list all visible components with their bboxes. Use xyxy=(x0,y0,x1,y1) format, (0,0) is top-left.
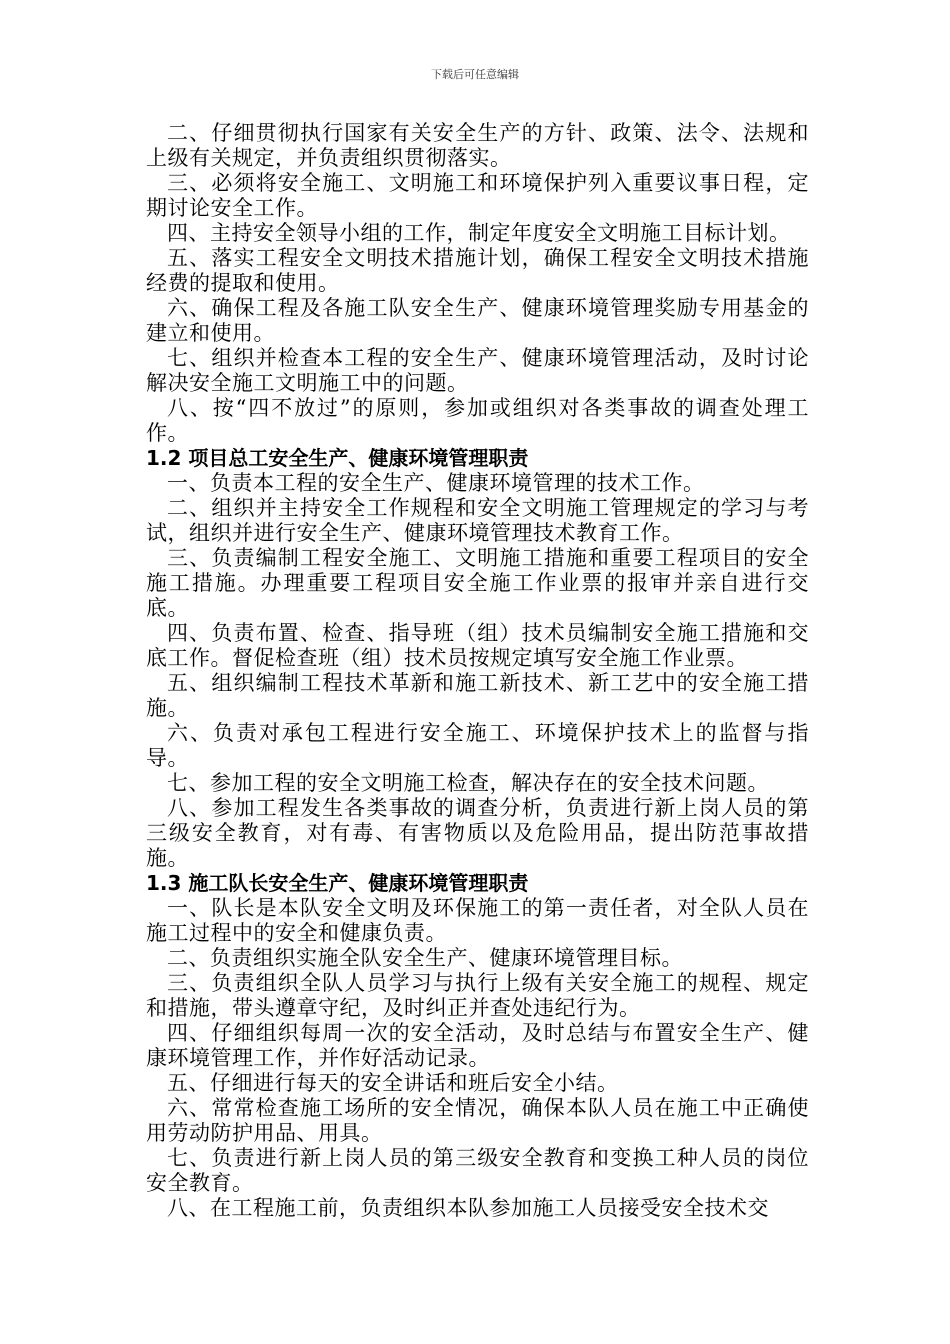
paragraph: 八、按“四不放过”的原则，参加或组织对各类事故的调查处理工作。 xyxy=(146,396,809,445)
paragraph: 四、仔细组织每周一次的安全活动，及时总结与布置安全生产、健康环境管理工作，并作好活动记录。 xyxy=(146,1021,809,1070)
section-heading: 1.2 项目总工安全生产、健康环境管理职责 xyxy=(146,446,529,470)
paragraph: 七、组织并检查本工程的安全生产、健康环境管理活动，及时讨论解决安全施工文明施工中的问题。 xyxy=(146,346,809,395)
paragraph: 七、参加工程的安全文明施工检查，解决存在的安全技术问题。 xyxy=(167,771,769,795)
paragraph: 五、落实工程安全文明技术措施计划，确保工程安全文明技术措施经费的提取和使用。 xyxy=(146,246,809,295)
paragraph: 一、队长是本队安全文明及环保施工的第一责任者，对全队人员在施工过程中的安全和健康负责。 xyxy=(146,896,809,945)
paragraph: 五、组织编制工程技术革新和施工新技术、新工艺中的安全施工措施。 xyxy=(146,671,809,720)
paragraph: 六、负责对承包工程进行安全施工、环境保护技术上的监督与指导。 xyxy=(146,721,809,770)
paragraph: 三、必须将安全施工、文明施工和环境保护列入重要议事日程，定期讨论安全工作。 xyxy=(146,171,809,220)
paragraph: 六、确保工程及各施工队安全生产、健康环境管理奖励专用基金的建立和使用。 xyxy=(146,296,809,345)
paragraph: 三、负责组织全队人员学习与执行上级有关安全施工的规程、规定和措施，带头遵章守纪，及时纠正并查处违纪行为。 xyxy=(146,971,809,1020)
paragraph: 三、负责编制工程安全施工、文明施工措施和重要工程项目的安全施工措施。办理重要工程项目安全施工作业票的报审并亲自进行交底。 xyxy=(146,546,809,620)
paragraph: 八、在工程施工前，负责组织本队参加施工人员接受安全技术交 xyxy=(167,1196,769,1220)
paragraph: 七、负责进行新上岗人员的第三级安全教育和变换工种人员的岗位安全教育。 xyxy=(146,1146,809,1195)
document-body xyxy=(146,121,809,1221)
header-note: 下载后可任意编辑 xyxy=(431,68,519,81)
paragraph: 二、组织并主持安全工作规程和安全文明施工管理规定的学习与考试，组织并进行安全生产、健康环境管理技术教育工作。 xyxy=(146,496,809,545)
paragraph: 五、仔细进行每天的安全讲话和班后安全小结。 xyxy=(167,1071,619,1095)
paragraph: 四、主持安全领导小组的工作，制定年度安全文明施工目标计划。 xyxy=(167,221,791,245)
paragraph: 一、负责本工程的安全生产、健康环境管理的技术工作。 xyxy=(167,471,705,495)
paragraph: 八、参加工程发生各类事故的调查分析，负责进行新上岗人员的第三级安全教育，对有毒、有害物质以及危险用品，提出防范事故措施。 xyxy=(146,796,809,870)
paragraph: 二、仔细贯彻执行国家有关安全生产的方针、政策、法令、法规和上级有关规定，并负责组织贯彻落实。 xyxy=(146,121,809,170)
paragraph: 四、负责布置、检查、指导班（组）技术员编制安全施工措施和交底工作。督促检查班（组）技术员按规定填写安全施工作业票。 xyxy=(146,621,809,670)
paragraph: 二、负责组织实施全队安全生产、健康环境管理目标。 xyxy=(167,946,683,970)
section-heading: 1.3 施工队长安全生产、健康环境管理职责 xyxy=(146,871,529,895)
paragraph: 六、常常检查施工场所的安全情况，确保本队人员在施工中正确使用劳动防护用品、用具。 xyxy=(146,1096,809,1145)
